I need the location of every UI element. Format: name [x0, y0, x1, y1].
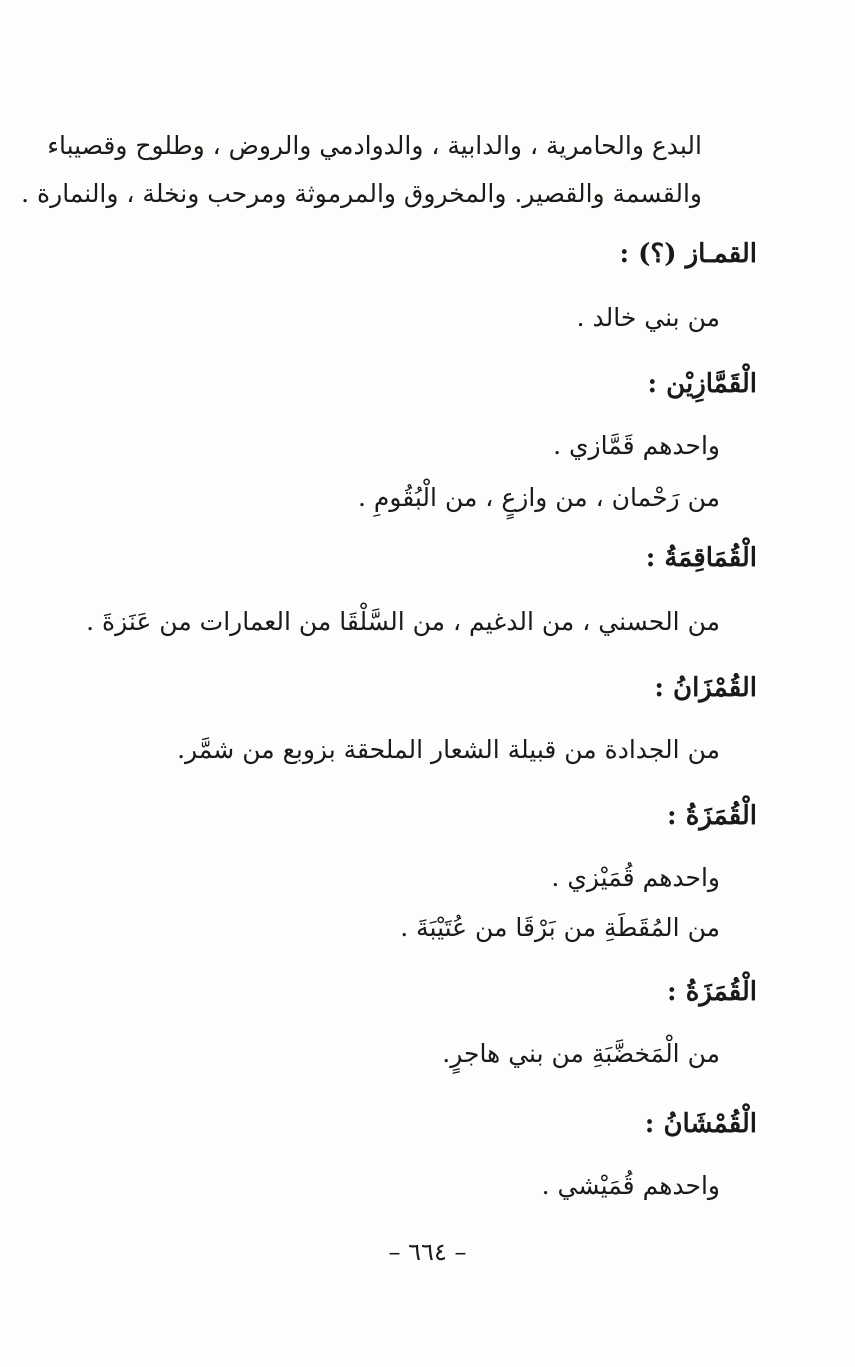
entry-heading: القمـاز (؟) : — [619, 239, 757, 269]
entry-line: من بني خالد . — [576, 303, 720, 332]
entry-heading: القُمْزَانُ : — [654, 673, 757, 703]
entry-line: واحدهم قُمَيْشي . — [541, 1171, 720, 1200]
entry-line: واحدهم قَمَّازي . — [553, 431, 720, 460]
page-number: – ٦٦٤ – — [388, 1238, 467, 1266]
entry-line: من المُقَطَةِ من بَرْقَا من عُتَيْبَةَ . — [400, 913, 720, 942]
entry-line: من الجدادة من قبيلة الشعار الملحقة بزوبع من شمَّر. — [177, 735, 720, 764]
entry-line: من الْمَخضَّبَةِ من بني هاجرٍ. — [442, 1039, 720, 1068]
entry-heading: الْقُمَزَةُ : — [667, 801, 757, 831]
intro-line-2: والقسمة والقصير. والمخروق والمرموثة ومرحب ونخلة ، والنمارة . — [21, 179, 702, 208]
entry-heading: الْقَمَّازِيْن : — [647, 369, 757, 399]
entry-heading: الْقُمْشَانُ : — [644, 1109, 757, 1139]
intro-line-1: البدع والحامرية ، والدابية ، والدوادمي والروض ، وطلوح وقصيباء — [47, 131, 702, 160]
entry-heading: الْقُمَزَةُ : — [667, 977, 757, 1007]
entry-line: من الحسني ، من الدغيم ، من السَّلْقَا من العمارات من عَنَزةَ . — [86, 607, 720, 636]
entry-line: واحدهم قُمَيْزي . — [551, 863, 720, 892]
entry-line: من رَحْمان ، من وازعٍ ، من الْبُقُومِ . — [357, 483, 720, 512]
entry-heading: الْقُمَاقِمَةُ : — [645, 543, 757, 573]
